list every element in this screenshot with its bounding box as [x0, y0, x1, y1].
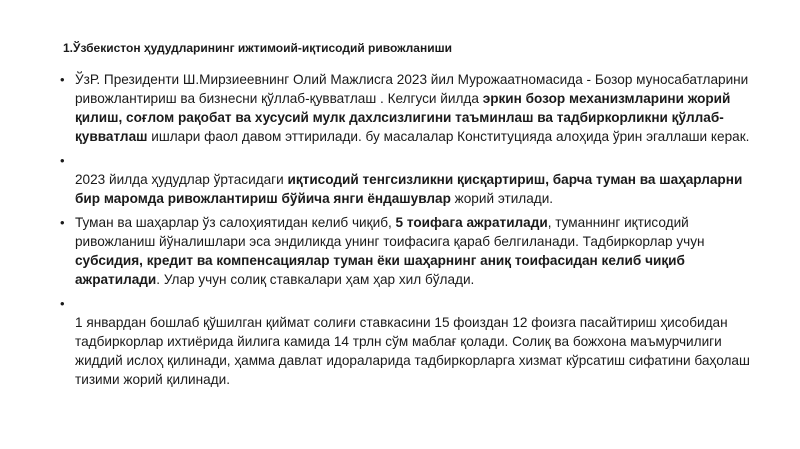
bullet-2-text-end: жорий этилади. [450, 191, 554, 206]
bullet-list [60, 70, 750, 394]
bullet-3-text-end: . Улар учун солиқ ставкалари ҳам ҳар хил бўлади. [156, 272, 475, 287]
bullet-item-1 [60, 70, 750, 146]
bullet-3-bold: 5 тоифага ажратилади [395, 215, 548, 230]
bullet-item-2 [60, 151, 750, 208]
bullet-item-4 [60, 294, 750, 389]
bullet-dot: • [60, 215, 65, 230]
bullet-3-text: Туман ва шаҳарлар ўз салоҳиятидан келиб чиқиб, [75, 215, 396, 230]
bullet-3-bold-2: субсидия, кредит ва компенсациялар туман ёки шаҳарнинг аниқ тоифасидан келиб чиқиб ажратилади [75, 253, 685, 287]
bullet-2-bold: иқтисодий тенгсизликни қисқартириш, барча туман ва шаҳарларни бир маромда ривожлантириш бўйича янги ёндашувлар [75, 172, 743, 206]
bullet-1-text: ЎзР. Президенти Ш.Мирзиеевнинг Олий Мажлисга 2023 йил Мурожаатномасида - Бозор муносабатларини ривожлантириш ва бизнесни қўллаб-қувватлаш . Келгуси йилда [75, 72, 749, 106]
bullet-item-3 [60, 213, 750, 289]
slide-title: 1.Ўзбекистон ҳудудларининг ижтимоий-иқтисодий ривожланиши [63, 41, 452, 55]
bullet-3-text-mid: , туманнинг иқтисодий ривожланиш йўналишлари эса эндиликда унинг тоифасига қараб белгиланади. Тадбиркорлар учун [75, 215, 705, 249]
bullet-4-text: 1 январдан бошлаб қўшилган қиймат солиғи ставкасини 15 фоиздан 12 фоизга пасайтириш ҳисобидан тадбиркорлар ихтиёрида йилига камида 14 трлн сўм маблағ қолади. Солиқ ва божхона маъмурчилиги жиддий ислоҳ қилинади, ҳамма давлат идораларида тадбиркорларга хизмат кўрсатиш сифатини баҳолаш тизими жорий қилинади. [75, 315, 750, 387]
bullet-dot: • [60, 72, 65, 87]
bullet-dot: • [60, 296, 65, 311]
bullet-dot: • [60, 153, 65, 168]
bullet-2-text: 2023 йилда ҳудудлар ўртасидаги [75, 172, 288, 187]
bullet-1-bold: эркин бозор механизмларини жорий қилиш, соғлом рақобат ва хусусий мулк дахлсизлигини таъминлаш ва тадбиркорликни қўллаб-қувватлаш [75, 91, 731, 144]
bullet-1-text-end: ишлари фаол давом эттирилади. бу масалалар Конституцияда алоҳида ўрин эгаллаши керак. [147, 129, 750, 144]
